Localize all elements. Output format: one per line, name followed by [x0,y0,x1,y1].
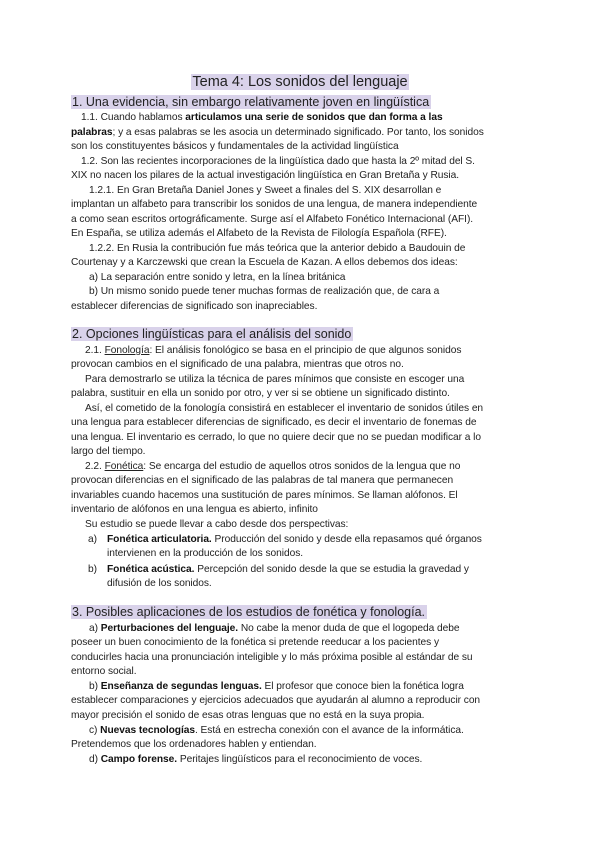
list-item-line: intervienen en la producción de los sonidos. [107,548,304,559]
para-2-1-line: palabra, sustituir en ella un sonido por otro, y ver si se obtiene un significado distinto. [71,388,450,399]
para-1-1-line: son los constituyentes básicos y fundamentales de la actividad lingüística [71,141,399,152]
para-1-2-2-line: establecer diferencias de significado son inapreciables. [71,301,318,312]
list-item-line: Fonética articulatoria. Producción del sonido y desde ella repasamos qué órganos [107,534,482,545]
para-1-1-line: 1.1. Cuando hablamos articulamos una serie de sonidos que dan forma a las [81,112,443,123]
para-2-1-line: Así, el cometido de la fonología consistirá en establecer el inventario de sonidos útiles en [85,403,484,414]
list-marker: a) [88,534,97,545]
document-title: Tema 4: Los sonidos del lenguaje [192,74,408,90]
para-1-2-line: XIX no nacen los pilares de la actual investigación lingüística en Gran Bretaña y Rusia. [71,170,460,181]
application-item-line: c) Nuevas tecnologías. Está en estrecha conexión con el avance de la informática. [89,725,464,736]
para-2-2-line: 2.2. Fonética: Se encarga del estudio de aquellos otros sonidos de la lengua que no [85,461,461,472]
para-2-2-line: provocan diferencias en el significado de las palabras de tal manera que permanecen [71,475,454,486]
para-1-2-2-line: 1.2.2. En Rusia la contribución fue más teórica que la anterior debido a Baudouin de [89,243,466,254]
para-1-1-line: palabras; y a esas palabras se les asocia un determinado significado. Por tanto, los sonidos [71,127,484,138]
para-1-2-2-line: Courtenay y a Karczewski que crean la Escuela de Kazan. A ellos debemos dos ideas: [71,257,458,268]
para-1-2-1-line: implantan un alfabeto para transcribir los sonidos de una lengua, de manera independiente [71,199,478,210]
section-3-heading: 3. Posibles aplicaciones de los estudios de fonética y fonología. [72,605,426,619]
application-item-line: d) Campo forense. Peritajes lingüísticos para el reconocimiento de voces. [89,754,423,765]
para-2-1-line: largo del tiempo. [71,446,146,457]
para-1-2-1-line: En España, se utiliza además el Alfabeto de la Revista de Filología Española (RFE). [71,228,447,239]
para-2-1-line: Para demostrarlo se utiliza la técnica de pares mínimos que consiste en escoger una [85,374,465,385]
application-item-line: entorno social. [71,666,137,677]
para-1-2-line: 1.2. Son las recientes incorporaciones de la lingüística dado que hasta la 2º mitad del S. [81,156,475,167]
para-1-2-1-line: 1.2.1. En Gran Bretaña Daniel Jones y Sweet a finales del S. XIX desarrollan e [89,185,442,196]
application-item-line: Pretendemos que los ordenadores hablen y entiendan. [71,739,317,750]
application-item-line: establecer comparaciones y ejercicios adecuados que ayudarán al alumno a reproducir con [71,695,481,706]
application-item-line: poseer un buen conocimiento de la fonética si pretende reeducar a los pacientes y [71,637,440,648]
application-item-line: conducirles hacia una pronunciación inteligible y lo más próxima posible al estándar de su [71,652,473,663]
para-2-1-line: 2.1. Fonología: El análisis fonológico se basa en el principio de que algunos sonidos [85,345,462,356]
para-2-2-line: inventario de alófonos en una lengua es abierto, infinito [71,504,318,515]
para-1-2-2-line: a) La separación entre sonido y letra, en la línea británica [89,272,346,283]
para-2-1-line: provocan cambios en el significado de una palabra, mientras que otros no. [71,359,404,370]
para-2-1-line: una lengua para establecer diferencias de significado, es decir el inventario de fonemas de [71,417,477,428]
para-2-1-line: una lengua. El inventario es cerrado, lo que no quiere decir que no se puedan modificar a lo [71,432,481,443]
section-2-heading: 2. Opciones lingüísticas para el análisis del sonido [72,327,352,341]
application-item-line: mayor precisión el sonido de esas otras lenguas que no está en la suya propia. [71,710,425,721]
list-item-line: Fonética acústica. Percepción del sonido desde la que se estudia la gravedad y [107,564,469,575]
para-1-2-1-line: a como sean escritos ortográficamente. Surge así el Alfabeto Fonético Internacional (AFI). [71,214,474,225]
application-item-line: b) Enseñanza de segundas lenguas. El profesor que conoce bien la fonética logra [89,681,464,692]
section-1-heading: 1. Una evidencia, sin embargo relativamente joven en lingüística [72,95,430,109]
list-marker: b) [88,564,97,575]
para-2-2-line: invariables cuando hacemos una sustitución de pares mínimos. Se llaman alófonos. El [71,490,458,501]
application-item-line: a) Perturbaciones del lenguaje. No cabe la menor duda de que el logopeda debe [89,623,460,634]
para-1-2-2-line: b) Un mismo sonido puede tener muchas formas de realización que, de cara a [89,286,440,297]
para-2-2-line: Su estudio se puede llevar a cabo desde dos perspectivas: [85,519,349,530]
list-item-line: difusión de los sonidos. [107,578,212,589]
